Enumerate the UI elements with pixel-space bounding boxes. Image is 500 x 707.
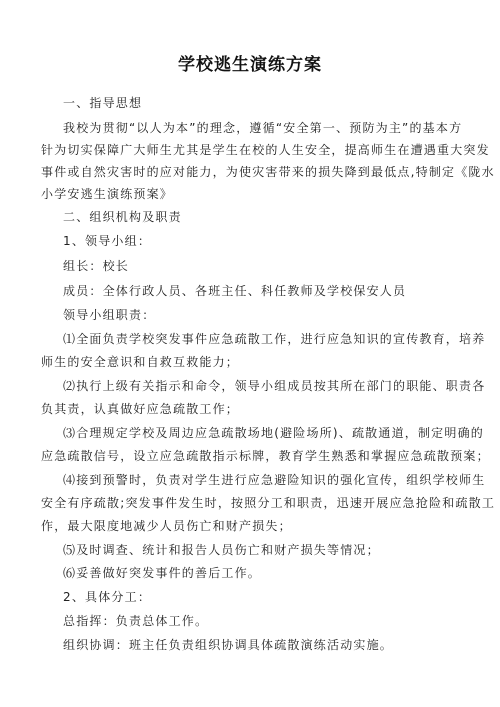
document-title: 学校逃生演练方案 [178,55,322,75]
group-duties-heading: 领导小组职责： [63,308,156,322]
duty-item-2-cont: 负其责，认真做好应急疏散工作； [41,402,240,416]
duty-item-4-cont: 安全有序疏散;突发事件发生时，按照分工和职责，迅速开展应急抢险和疏散工 [41,496,496,510]
duty-item-3: ⑶合理规定学校及周边应急疏散场地(避险场所)、疏散通道，制定明确的 [63,426,484,440]
section-heading-guiding-ideology: 一、指导思想 [63,96,143,110]
subsection-heading-division: 2、具体分工： [63,590,152,604]
paragraph-line: 针为切实保障广大师生尤其是学生在校的人生安全，提高师生在遭遇重大突发 [41,143,490,157]
duty-item-2: ⑵执行上级有关指示和命令，领导小组成员按其所在部门的职能、职责各 [63,379,486,393]
section-heading-organization: 二、组织机构及职责 [63,210,182,224]
duty-item-5: ⑸及时调查、统计和报告人员伤亡和财产损失等情况； [63,543,380,557]
paragraph-line: 事件或自然灾害时的应对能力，为使灾害带来的损失降到最低点,特制定《陇水 [41,165,495,179]
coordination-line: 组织协调：班主任负责组织协调具体疏散演练活动实施。 [63,638,394,652]
duty-item-6: ⑹妥善做好突发事件的善后工作。 [63,566,262,580]
subsection-heading-leading-group: 1、领导小组： [63,234,152,248]
commander-line: 总指挥：负责总体工作。 [63,614,209,628]
paragraph-line: 小学安逃生演练预案》 [41,187,174,201]
group-members-line: 成员：全体行政人员、各班主任、科任教师及学校保安人员 [63,284,407,298]
duty-item-1-cont: 师生的安全意识和自救互救能力； [41,355,240,369]
paragraph-line: 我校为贯彻“以人为本”的理念，遵循“安全第一、预防为主”的基本方 [63,121,463,135]
duty-item-4: ⑷接到预警时，负责对学生进行应急避险知识的强化宣传，组织学校师生 [63,473,486,487]
duty-item-1: ⑴全面负责学校突发事件应急疏散工作，进行应急知识的宣传教育，培养 [63,332,486,346]
duty-item-4-cont: 作，最大限度地减少人员伤亡和财产损失； [41,519,292,533]
duty-item-3-cont: 应急疏散信号，设立应急疏散指示标牌，教育学生熟悉和掌握应急疏散预案； [41,449,490,463]
group-leader-line: 组长：校长 [63,259,130,273]
